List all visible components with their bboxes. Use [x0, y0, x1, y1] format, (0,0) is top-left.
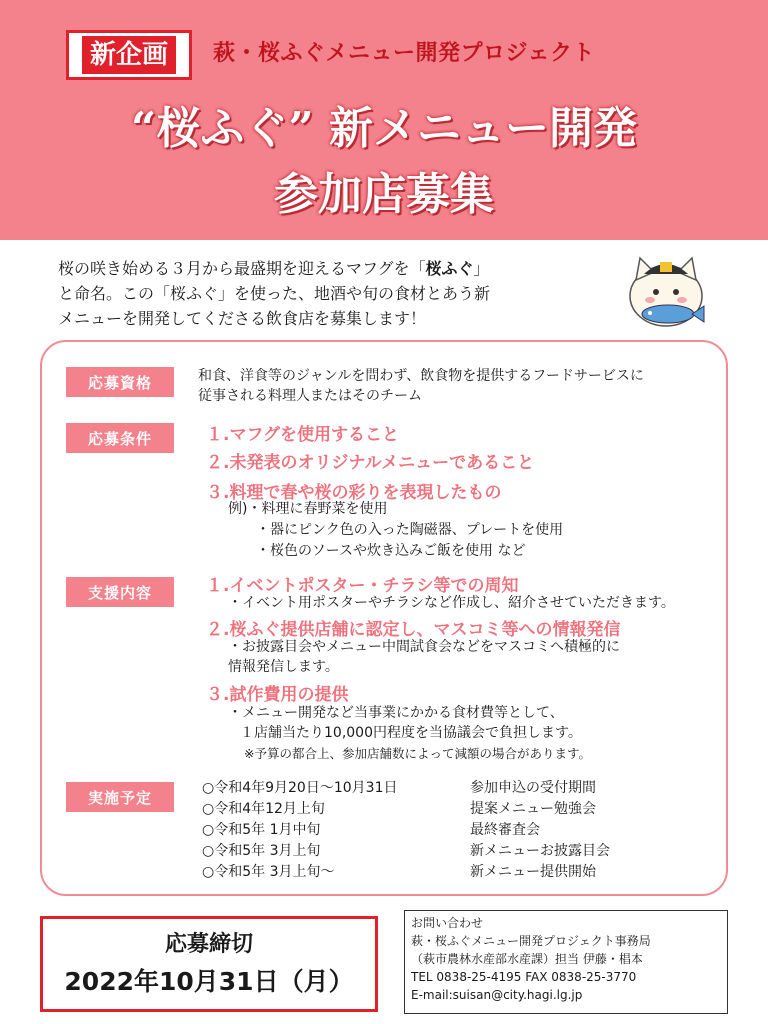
condition-example-1: 例)・料理に春野菜を使用 — [228, 501, 388, 517]
support-item-3-note: ※予算の都合上、参加店舗数によって減額の場合があります。 — [244, 746, 591, 761]
support-item-1: １.イベントポスター・チラシ等での周知 — [206, 576, 519, 596]
badge-text: 新企画 — [82, 36, 176, 74]
eligibility-label: 応募資格 — [66, 367, 174, 397]
condition-item-1: １.マフグを使用すること — [206, 425, 399, 445]
deadline-title: 応募締切 — [164, 932, 253, 957]
headline-subtitle: 参加店募集 — [274, 169, 494, 220]
new-project-badge — [66, 30, 192, 80]
conditions-label: 応募条件 — [66, 423, 174, 453]
pufferfish-cat-mascot-icon — [616, 250, 716, 332]
support-item-3: ３.試作費用の提供 — [206, 685, 349, 705]
condition-example-3: ・桜色のソースや炊き込みご飯を使用 など — [256, 543, 526, 559]
support-label: 支援内容 — [66, 577, 174, 607]
header-band — [0, 0, 768, 240]
contact-heading: お問い合わせ — [411, 916, 484, 930]
schedule-event-3: 最終審査会 — [470, 822, 540, 838]
support-item-1-desc: ・イベント用ポスターやチラシなど作成し、紹介させていただきます。 — [228, 595, 675, 611]
schedule-date-3: ○令和5年 1月中旬 — [202, 822, 321, 838]
contact-office: 萩・桜ふぐメニュー開発プロジェクト事務局 — [411, 934, 651, 948]
intro-line-1: 桜の咲き始める３月から最盛期を迎えるマフグを「桜ふぐ」 — [58, 259, 490, 278]
support-item-2-desc-2: 情報発信します。 — [228, 659, 339, 675]
project-name: 萩・桜ふぐメニュー開発プロジェクト — [213, 41, 596, 66]
schedule-date-5: ○令和5年 3月上旬～ — [202, 864, 335, 880]
condition-example-2: ・器にピンク色の入った陶磁器、プレートを使用 — [256, 522, 564, 538]
schedule-date-2: ○令和4年12月上旬 — [202, 801, 325, 817]
support-item-2: ２.桜ふぐ提供店舗に認定し、マスコミ等への情報発信 — [206, 620, 621, 640]
eligibility-line-2: 従事される料理人またはそのチーム — [198, 388, 422, 404]
deadline-date: 2022年10月31日（月） — [64, 967, 354, 996]
deadline-box — [40, 916, 378, 1012]
intro-line-2: と命名。この「桜ふぐ」を使った、地酒や旬の食材とあう新 — [58, 284, 491, 303]
intro-emphasis: 桜ふぐ — [425, 259, 474, 278]
support-item-3-desc-2: １店舗当たり10,000円程度を当協議会で負担します。 — [240, 725, 582, 741]
schedule-event-2: 提案メニュー勉強会 — [470, 801, 596, 817]
contact-phone-fax: TEL 0838-25-4195 FAX 0838-25-3770 — [411, 970, 637, 984]
contact-box — [404, 910, 728, 1014]
support-item-3-desc-1: ・メニュー開発など当事業にかかる食材費等として、 — [228, 705, 564, 721]
schedule-event-1: 参加申込の受付期間 — [470, 780, 596, 796]
schedule-date-1: ○令和4年9月20日～10月31日 — [202, 780, 398, 796]
schedule-event-4: 新メニューお披露目会 — [470, 843, 610, 859]
condition-item-3: ３.料理で春や桜の彩りを表現したもの — [206, 483, 502, 503]
contact-email[interactable]: E-mail:suisan@city.hagi.lg.jp — [411, 988, 583, 1002]
headline-title: “桜ふぐ” 新メニュー開発 — [131, 103, 637, 154]
intro-line-3: メニューを開発してくださる飲食店を募集します！ — [58, 309, 427, 328]
eligibility-line-1: 和食、洋食等のジャンルを問わず、飲食物を提供するフードサービスに — [198, 368, 644, 384]
schedule-date-4: ○令和5年 3月上旬 — [202, 843, 321, 859]
schedule-label: 実施予定 — [66, 782, 174, 812]
condition-item-2: ２.未発表のオリジナルメニューであること — [206, 453, 535, 473]
schedule-event-5: 新メニュー提供開始 — [470, 864, 596, 880]
intro-paragraph — [58, 256, 618, 331]
contact-department: （萩市農林水産部水産課）担当 伊藤・椙本 — [411, 952, 643, 966]
support-item-2-desc-1: ・お披露目会やメニュー中間試食会などをマスコミへ積極的に — [228, 639, 620, 655]
